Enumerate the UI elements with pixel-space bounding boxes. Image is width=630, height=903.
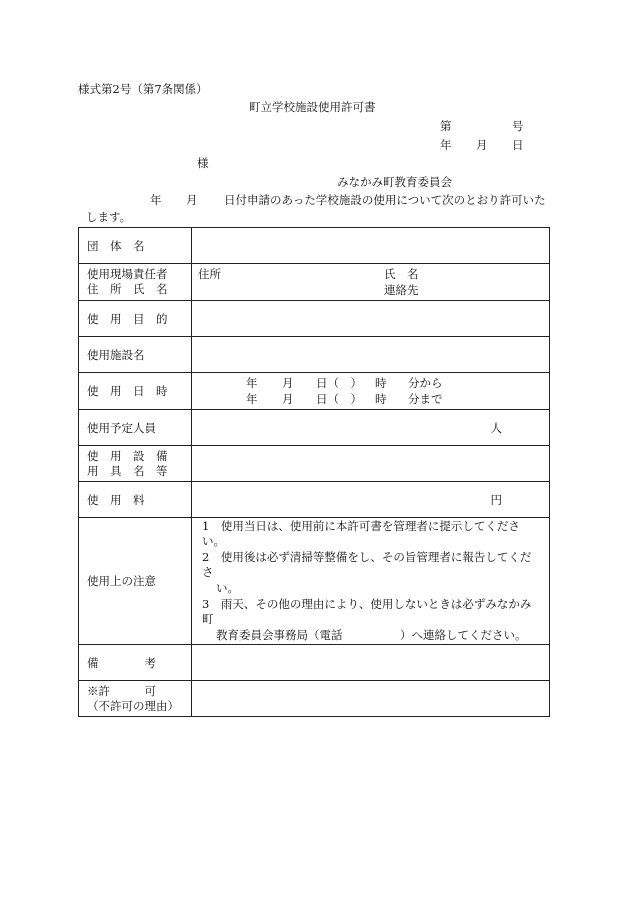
row-notes <box>79 518 550 645</box>
field-permit[interactable] <box>192 681 550 717</box>
label-permit <box>79 681 192 717</box>
row-manager <box>79 264 550 301</box>
field-manager[interactable] <box>192 264 550 301</box>
row-people <box>79 410 550 446</box>
fee-unit: 円 <box>490 492 502 507</box>
notes-content <box>192 518 550 645</box>
row-equipment <box>79 446 550 482</box>
label-equipment <box>79 446 192 482</box>
dt-month-1: 月 <box>282 376 294 390</box>
row-purpose <box>79 301 550 337</box>
date-day: 日 <box>512 138 524 152</box>
note-2-cont: い。 <box>216 581 239 595</box>
row-remarks <box>79 645 550 681</box>
dt-hour-1: 時 <box>375 376 387 390</box>
number-suffix: 号 <box>512 119 524 133</box>
label-fee: 使 用 料 <box>79 482 192 518</box>
addressee-suffix: 様 <box>197 156 209 170</box>
note-1: 1 使用当日は、使用前に本許可書を管理者に提示してください。 <box>202 519 520 548</box>
label-facility: 使用施設名 <box>79 337 192 373</box>
label-people: 使用予定人員 <box>79 410 192 446</box>
manager-address-label: 住所 <box>198 267 221 281</box>
label-notes: 使用上の注意 <box>79 518 192 645</box>
label-manager-line1: 使用現場責任者 <box>87 267 168 281</box>
intro-text-cont: します。 <box>86 210 132 224</box>
intro-month: 月 <box>186 193 198 207</box>
permit-form-table <box>78 227 550 717</box>
dt-day-1: 日（ ） <box>316 376 362 390</box>
dt-year-2: 年 <box>246 392 258 406</box>
field-remarks[interactable] <box>192 645 550 681</box>
issuer-name: みなかみ町教育委員会 <box>337 175 452 189</box>
note-3: 3 雨天、その他の理由により、使用しないときは必ずみなかみ町 <box>202 597 532 626</box>
row-facility <box>79 337 550 373</box>
dt-hour-2: 時 <box>375 392 387 406</box>
label-group-name: 団 体 名 <box>79 228 192 264</box>
dt-day-2: 日（ ） <box>316 392 362 406</box>
label-equipment-line2: 用 具 名 等 <box>87 463 168 478</box>
document-title: 町立学校施設使用許可書 <box>249 100 376 114</box>
note-3-cont: 教育委員会事務局（電話 ）へ連絡してください。 <box>216 628 527 642</box>
manager-contact-label: 連絡先 <box>384 283 419 297</box>
dt-month-2: 月 <box>282 392 294 406</box>
field-datetime[interactable] <box>192 373 550 410</box>
row-fee <box>79 482 550 518</box>
number-prefix: 第 <box>440 119 452 133</box>
label-permit-line2: （不許可の理由） <box>87 698 179 713</box>
label-equipment-line1: 使 用 設 備 <box>87 448 168 463</box>
date-year: 年 <box>440 138 452 152</box>
label-purpose: 使 用 目 的 <box>79 301 192 337</box>
dt-min-2: 分まで <box>408 392 443 406</box>
field-group-name[interactable] <box>192 228 550 264</box>
field-equipment[interactable] <box>192 446 550 482</box>
form-number: 様式第2号（第7条関係） <box>78 82 208 96</box>
intro-year: 年 <box>150 193 162 207</box>
label-manager-line2: 住 所 氏 名 <box>87 282 168 296</box>
label-manager <box>79 264 192 301</box>
note-2: 2 使用後は必ず清掃等整備をし、その旨管理者に報告してくださ <box>202 550 532 579</box>
intro-text: 日付申請のあった学校施設の使用について次のとおり許可いた <box>224 193 546 207</box>
row-permit <box>79 681 550 717</box>
manager-name-label: 氏 名 <box>384 267 419 281</box>
date-month: 月 <box>476 138 488 152</box>
field-people[interactable] <box>192 410 550 446</box>
dt-min-1: 分から <box>408 376 443 390</box>
label-remarks: 備 考 <box>79 645 192 681</box>
field-facility[interactable] <box>192 337 550 373</box>
row-datetime <box>79 373 550 410</box>
field-purpose[interactable] <box>192 301 550 337</box>
dt-year-1: 年 <box>246 376 258 390</box>
label-datetime: 使 用 日 時 <box>79 373 192 410</box>
row-group-name <box>79 228 550 264</box>
people-unit: 人 <box>490 420 502 435</box>
field-fee[interactable] <box>192 482 550 518</box>
label-permit-line1: ※許 可 <box>87 683 156 698</box>
